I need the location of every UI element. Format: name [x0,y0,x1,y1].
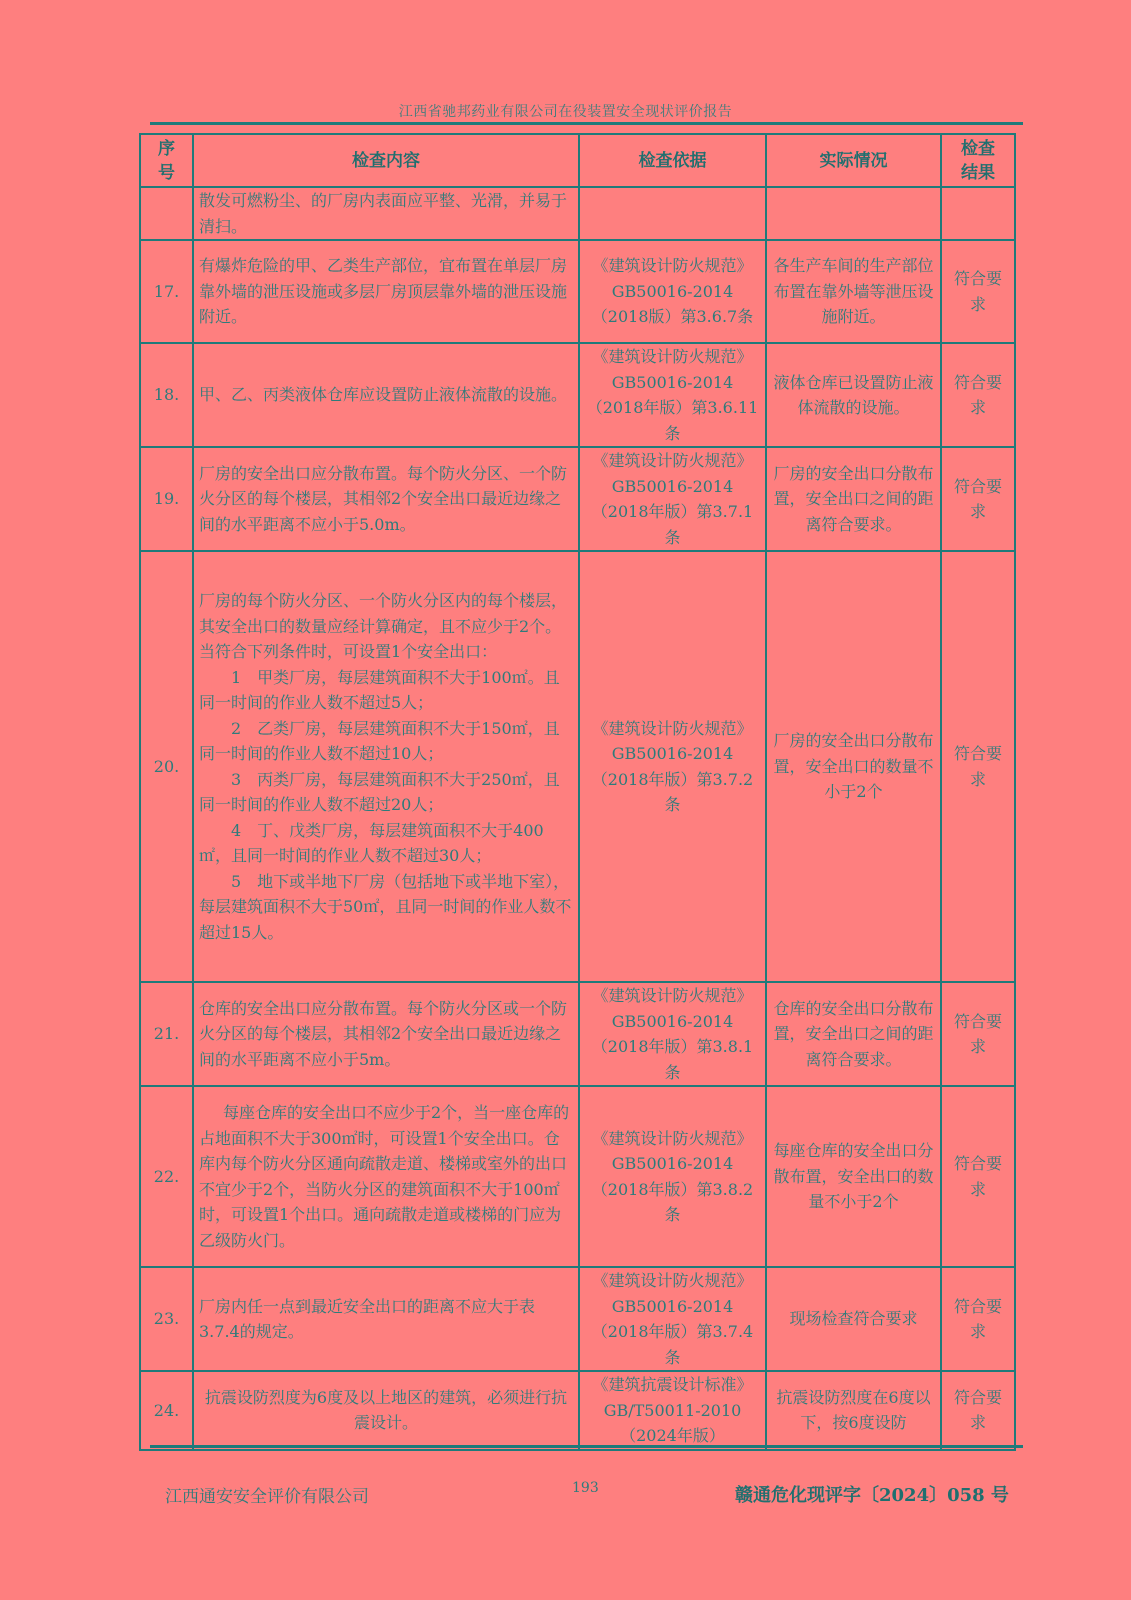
document-number: 赣通危化现评字〔2024〕058 号 [735,1485,1009,1506]
table-row [140,240,1015,343]
header-result-line: 检查 [961,138,995,159]
table-row [140,343,1015,447]
cell-result: 符合要求 [941,447,1015,551]
footer-company: 江西通安安全评价有限公司 [165,1487,369,1507]
header-basis: 检查依据 [579,134,766,187]
cell-content [193,1086,579,1267]
header-result [941,134,1015,187]
cell-actual: 厂房的安全出口分散布置，安全出口的数量不小于2个 [766,551,941,982]
cell-content-intro: 厂房的每个防火分区、一个防火分区内的每个楼层，其安全出口的数量应经计算确定，且不应少于2个。当符合下列条件时，可设置1个安全出口： [199,591,568,661]
condition-item: 4 丁、戊类厂房，每层建筑面积不大于400㎡，且同一时间的作业人数不超过30人； [199,820,544,865]
header-result-line: 结果 [961,162,995,183]
cell-content-text: 每座仓库的安全出口不应少于2个，当一座仓库的占地面积不大于300㎡时，可设置1个安全出口。仓库内每个防火分区通向疏散走道、楼梯或室外的出口不宜少于2个，当防火分区的建筑面积不大于100㎡时，可设置1个出口。通向疏散走道或楼梯的门应为乙级防火门。 [199,1103,570,1250]
cell-no: 21. [140,982,193,1086]
cell-result [941,187,1015,240]
cell-result: 符合要求 [941,551,1015,982]
cell-actual: 每座仓库的安全出口分散布置，安全出口的数量不小于2个 [766,1086,941,1267]
cell-actual: 液体仓库已设置防止液体流散的设施。 [766,343,941,447]
cell-basis: 《建筑设计防火规范》GB50016-2014（2018年版）第3.7.1条 [579,447,766,551]
cell-basis: 《建筑设计防火规范》GB50016-2014（2018年版）第3.8.2条 [579,1086,766,1267]
cell-no: 20. [140,551,193,982]
table-row [140,1267,1015,1371]
cell-no [140,187,193,240]
cell-content: 甲、乙、丙类液体仓库应设置防止液体流散的设施。 [193,343,579,447]
table-header-row [140,134,1015,187]
table-row [140,982,1015,1086]
cell-result: 符合要求 [941,1267,1015,1371]
table-row [140,551,1015,982]
table-row [140,1371,1015,1450]
cell-content [193,551,579,982]
cell-content: 抗震设防烈度为6度及以上地区的建筑，必须进行抗震设计。 [193,1371,579,1450]
cell-actual [766,187,941,240]
cell-result: 符合要求 [941,1371,1015,1450]
cell-basis [579,187,766,240]
cell-basis: 《建筑设计防火规范》GB50016-2014（2018年版）第3.8.1条 [579,982,766,1086]
cell-content: 厂房内任一点到最近安全出口的距离不应大于表3.7.4的规定。 [193,1267,579,1371]
condition-item: 2 乙类厂房，每层建筑面积不大于150㎡，且同一时间的作业人数不超过10人； [199,718,560,763]
cell-result: 符合要求 [941,1086,1015,1267]
cell-no: 18. [140,343,193,447]
page-header-title: 江西省驰邦药业有限公司在役装置安全现状评价报告 [398,104,733,120]
cell-basis: 《建筑抗震设计标准》GB/T50011-2010（2024年版） [579,1371,766,1450]
inspection-table [139,133,1016,1451]
cell-actual: 厂房的安全出口分散布置，安全出口之间的距离符合要求。 [766,447,941,551]
cell-content: 厂房的安全出口应分散布置。每个防火分区、一个防火分区的每个楼层，其相邻2个安全出口最近边缘之间的水平距离不应小于5.0m。 [193,447,579,551]
cell-result: 符合要求 [941,982,1015,1086]
cell-no: 19. [140,447,193,551]
condition-item: 5 地下或半地下厂房（包括地下或半地下室），每层建筑面积不大于50㎡，且同一时间的作业人数不超过15人。 [199,871,572,942]
header-no-line: 序 [158,138,175,159]
cell-result: 符合要求 [941,343,1015,447]
table-row [140,1086,1015,1267]
condition-item: 1 甲类厂房，每层建筑面积不大于100㎡。且同一时间的作业人数不超过5人； [199,667,560,712]
header-actual: 实际情况 [766,134,941,187]
footer-rule [150,1445,1023,1448]
table-row-continuation [140,187,1015,240]
cell-no: 24. [140,1371,193,1450]
header-content: 检查内容 [193,134,579,187]
cell-actual: 现场检查符合要求 [766,1267,941,1371]
page-number: 193 [572,1480,599,1496]
header-no-line: 号 [158,162,175,183]
cell-no: 22. [140,1086,193,1267]
cell-content: 有爆炸危险的甲、乙类生产部位，宜布置在单层厂房靠外墙的泄压设施或多层厂房顶层靠外墙的泄压设施附近。 [193,240,579,343]
cell-no: 17. [140,240,193,343]
cell-basis: 《建筑设计防火规范》GB50016-2014（2018年版）第3.6.11条 [579,343,766,447]
cell-actual: 各生产车间的生产部位布置在靠外墙等泄压设施附近。 [766,240,941,343]
cell-actual: 仓库的安全出口分散布置，安全出口之间的距离符合要求。 [766,982,941,1086]
header-rule [150,122,1023,125]
cell-basis: 《建筑设计防火规范》GB50016-2014（2018年版）第3.7.4条 [579,1267,766,1371]
cell-actual: 抗震设防烈度在6度以下，按6度设防 [766,1371,941,1450]
cell-no: 23. [140,1267,193,1371]
cell-result: 符合要求 [941,240,1015,343]
cell-content: 仓库的安全出口应分散布置。每个防火分区或一个防火分区的每个楼层，其相邻2个安全出口最近边缘之间的水平距离不应小于5m。 [193,982,579,1086]
cell-basis: 《建筑设计防火规范》GB50016-2014（2018版）第3.6.7条 [579,240,766,343]
condition-item: 3 丙类厂房，每层建筑面积不大于250㎡，且同一时间的作业人数不超过20人； [199,769,560,814]
header-no [140,134,193,187]
table-row [140,447,1015,551]
cell-content: 散发可燃粉尘、的厂房内表面应平整、光滑，并易于清扫。 [193,187,579,240]
cell-basis: 《建筑设计防火规范》GB50016-2014（2018年版）第3.7.2条 [579,551,766,982]
